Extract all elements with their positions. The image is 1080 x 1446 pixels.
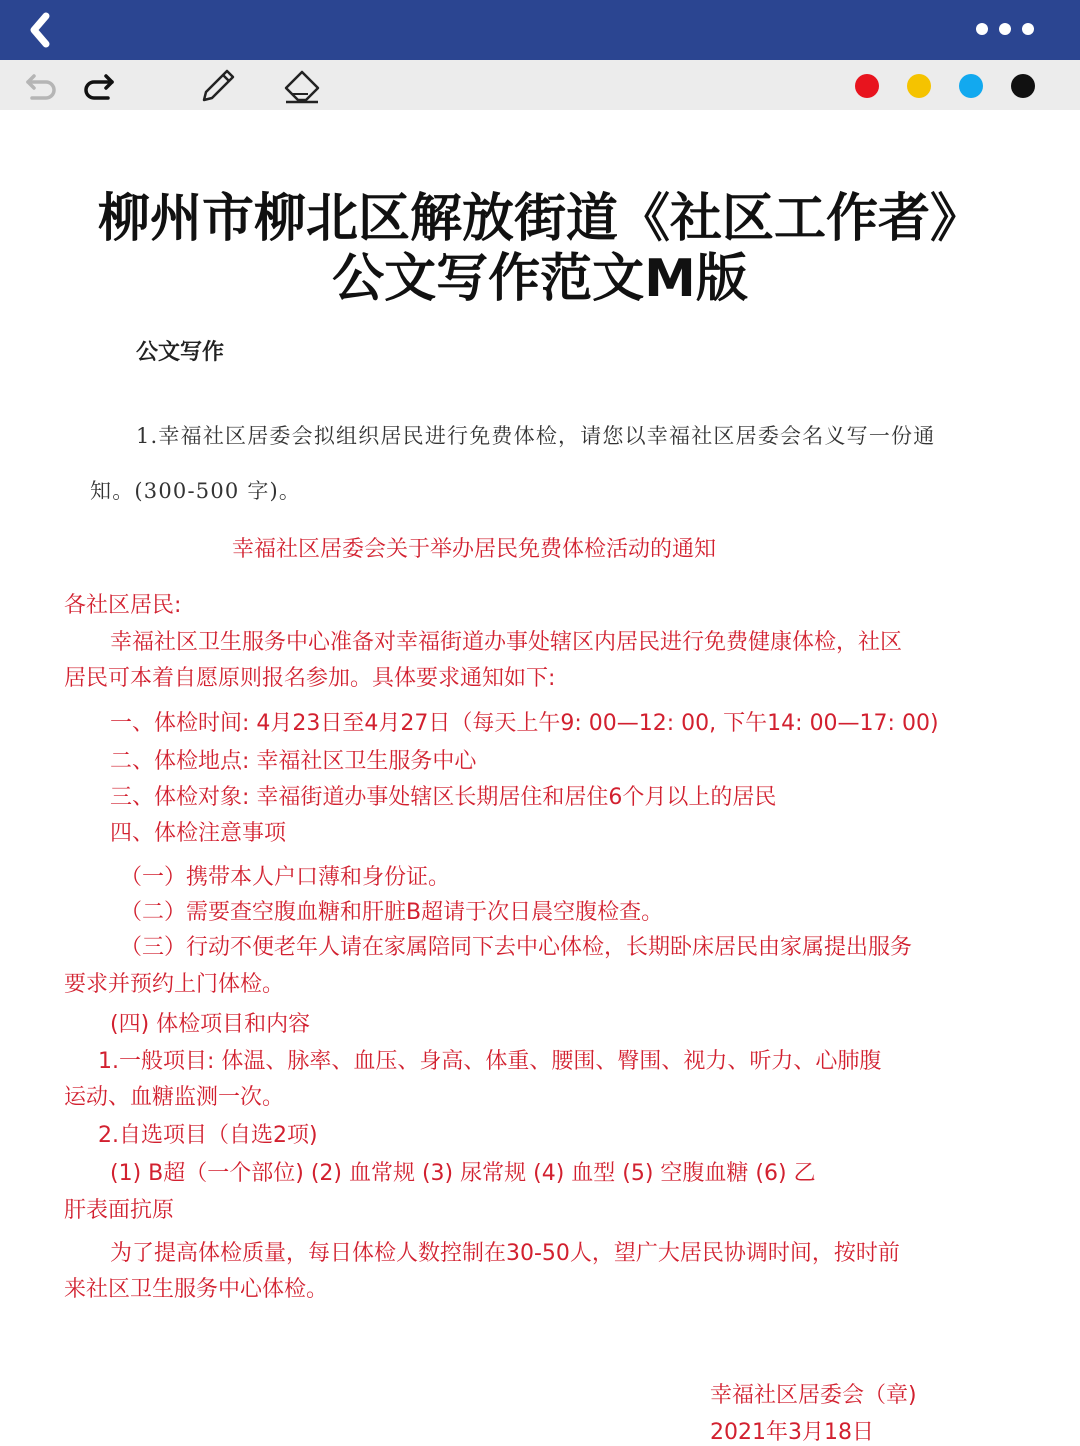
back-arrow-icon[interactable] (20, 8, 64, 52)
notice-title: 幸福社区居委会关于举办居民免费体检活动的通知 (232, 537, 717, 562)
notice-salutation: 各社区居民: (64, 593, 182, 618)
blue-color-swatch[interactable] (959, 74, 983, 98)
notice-sub-4: (四) 体检项目和内容 (110, 1012, 311, 1037)
more-dots-icon[interactable] (970, 14, 1040, 44)
question-line2: 知。(300-500 字)。 (90, 479, 302, 503)
notice-date: 2021年3月18日 (710, 1420, 874, 1445)
red-color-swatch[interactable] (855, 74, 879, 98)
redo-icon[interactable] (78, 64, 122, 106)
notice-sub-1: （一）携带本人户口薄和身份证。 (120, 865, 451, 890)
notice-item-target: 三、体检对象: 幸福街道办事处辖区长期居住和居住6个月以上的居民 (110, 785, 777, 810)
notice-sub-3-line2: 要求并预约上门体检。 (64, 972, 285, 997)
notice-item-precautions: 四、体检注意事项 (110, 821, 287, 846)
notice-item-location: 二、体检地点: 幸福社区卫生服务中心 (110, 749, 477, 774)
notice-general-line2: 运动、血糖监测一次。 (64, 1085, 285, 1110)
question-line1: 1.幸福社区居委会拟组织居民进行免费体检，请您以幸福社区居委会名义写一份通 (136, 424, 936, 448)
notice-sub-3-line1: （三）行动不便老年人请在家属陪同下去中心体检，长期卧床居民由家属提出服务 (120, 935, 913, 960)
pencil-icon[interactable] (196, 64, 240, 106)
notice-intro-line1: 幸福社区卫生服务中心准备对幸福街道办事处辖区内居民进行免费健康体检，社区 (110, 630, 903, 655)
notice-sub-2: （二）需要查空腹血糖和肝脏B超请于次日晨空腹检查。 (120, 900, 664, 925)
black-color-swatch[interactable] (1011, 74, 1035, 98)
app-top-bar (0, 0, 1080, 60)
notice-optional-line2: 肝表面抗原 (64, 1198, 175, 1223)
document-title-line1: 柳州市柳北区解放街道《社区工作者》 (97, 189, 982, 249)
notice-optional-line1: (1) B超（一个部位) (2) 血常规 (3) 尿常规 (4) 血型 (5) 空腹血糖 (6) 乙 (110, 1161, 816, 1186)
notice-general-line1: 1.一般项目: 体温、脉率、血压、身高、体重、腰围、臀围、视力、听力、心肺腹 (98, 1049, 882, 1074)
undo-icon[interactable] (20, 64, 64, 106)
section-subheading: 公文写作 (136, 340, 225, 365)
eraser-icon[interactable] (280, 64, 324, 106)
notice-intro-line2: 居民可本着自愿原则报名参加。具体要求通知如下: (64, 666, 556, 691)
notice-closing-line2: 来社区卫生服务中心体检。 (64, 1277, 329, 1302)
yellow-color-swatch[interactable] (907, 74, 931, 98)
notice-item-time: 一、体检时间: 4月23日至4月27日（每天上午9: 00—12: 00, 下午14: 00—17: 00) (110, 711, 939, 736)
notice-signature: 幸福社区居委会（章) (710, 1383, 917, 1408)
notice-closing-line1: 为了提高体检质量，每日体检人数控制在30-50人，望广大居民协调时间，按时前 (110, 1241, 900, 1266)
document-title-line2: 公文写作范文M版 (332, 249, 748, 309)
notice-optional-title: 2.自选项目（自选2项) (98, 1123, 318, 1148)
